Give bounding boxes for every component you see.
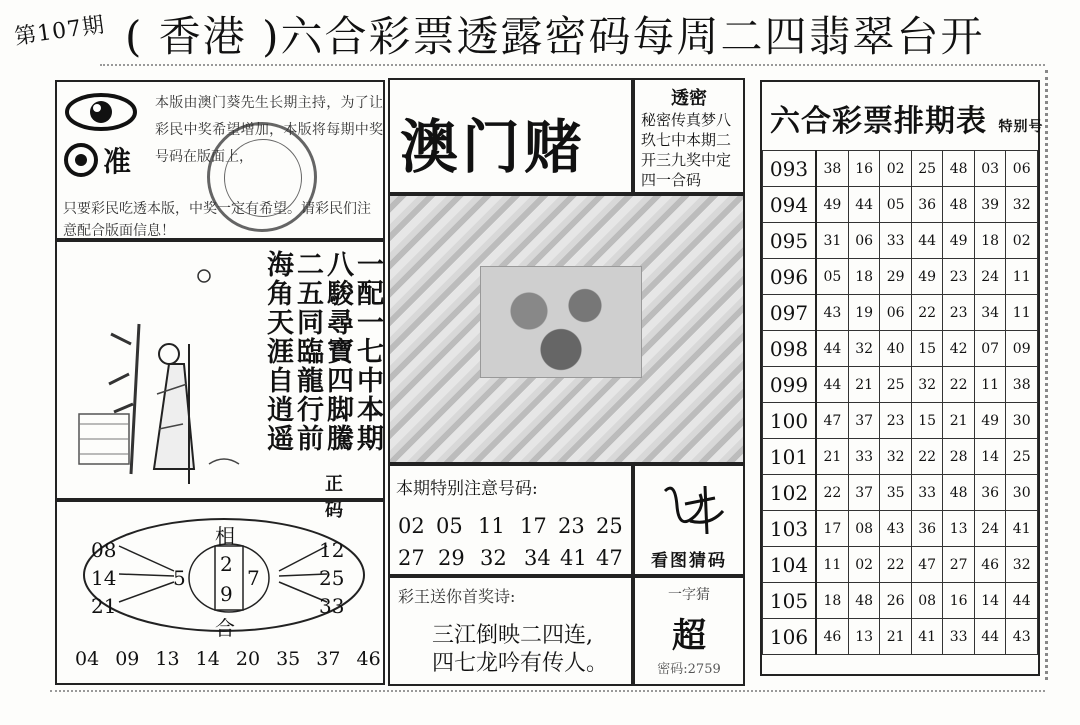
table-row	[763, 403, 1038, 439]
special-number: 17	[520, 514, 547, 538]
brand-name: 澳门赌	[400, 113, 587, 181]
number-cell: 33	[848, 439, 880, 475]
number-cell: 49	[911, 259, 943, 295]
number-cell: 28	[943, 439, 975, 475]
number-cell: 16	[848, 151, 880, 187]
table-row	[763, 547, 1038, 583]
page-title: ( 香港 )六合彩票透露密码每周二四翡翠台开	[125, 12, 985, 61]
number-cell: 22	[911, 295, 943, 331]
number-cell: 26	[880, 583, 912, 619]
number-cell: 48	[943, 475, 975, 511]
picture-guess-panel	[633, 464, 745, 576]
table-subtitle: 特别号	[998, 119, 1044, 135]
special-number: 32	[480, 546, 507, 570]
draw-schedule-panel	[760, 80, 1044, 676]
table-row	[763, 619, 1038, 655]
sage-figure-icon	[69, 254, 249, 494]
number-cell: 48	[848, 583, 880, 619]
number-cell: 41	[1006, 511, 1038, 547]
number-cell: 23	[943, 295, 975, 331]
table-row	[763, 331, 1038, 367]
oval-center-bottom: 9	[220, 582, 233, 606]
number-cell: 35	[880, 475, 912, 511]
number-cell: 29	[880, 259, 912, 295]
number-cell: 44	[848, 187, 880, 223]
riddle-line: 三江倒映二四连,	[432, 623, 593, 648]
number-cell: 05	[880, 187, 912, 223]
number-cell: 09	[1006, 331, 1038, 367]
picture-guess-label: 看图猜码	[651, 551, 727, 571]
riddle-line: 四七龙吟有传人。	[432, 651, 609, 676]
number-cell: 13	[848, 619, 880, 655]
number-cell: 22	[880, 547, 912, 583]
number-cell: 44	[911, 223, 943, 259]
table-row	[763, 583, 1038, 619]
number-cell: 27	[943, 547, 975, 583]
secret-panel	[633, 78, 745, 194]
number-cell: 11	[816, 547, 848, 583]
signature-icon	[655, 476, 730, 541]
number-cell: 40	[880, 331, 912, 367]
riddle-panel	[388, 576, 633, 686]
number-cell: 42	[943, 331, 975, 367]
number-cell: 36	[911, 187, 943, 223]
guess-code: 密码:2759	[657, 662, 721, 677]
special-number: 23	[558, 514, 585, 538]
number-cell: 44	[974, 619, 1006, 655]
number-cell: 11	[1006, 295, 1038, 331]
period-cell: 096	[763, 259, 817, 295]
table-row	[763, 223, 1038, 259]
number-cell: 02	[848, 547, 880, 583]
issue-number: 第107期	[12, 12, 107, 51]
number-cell: 02	[1006, 223, 1038, 259]
number-cell: 32	[911, 367, 943, 403]
portrait-image	[480, 266, 642, 378]
number-cell: 32	[848, 331, 880, 367]
period-cell: 103	[763, 511, 817, 547]
number-cell: 14	[974, 439, 1006, 475]
number-cell: 08	[848, 511, 880, 547]
number-cell: 30	[1006, 475, 1038, 511]
oval-right-num: 33	[319, 594, 345, 618]
number-cell: 25	[911, 151, 943, 187]
table-row	[763, 259, 1038, 295]
number-cell: 11	[974, 367, 1006, 403]
number-cell: 21	[943, 403, 975, 439]
number-cell: 32	[1006, 187, 1038, 223]
table-row	[763, 187, 1038, 223]
table-row	[763, 439, 1038, 475]
target-icon	[63, 142, 99, 178]
period-cell: 099	[763, 367, 817, 403]
oval-left-num: 21	[91, 594, 117, 618]
special-number: 25	[596, 514, 623, 538]
number-cell: 21	[848, 367, 880, 403]
special-number: 05	[436, 514, 463, 538]
number-cell: 37	[848, 475, 880, 511]
number-cell: 46	[816, 619, 848, 655]
collage-image	[388, 194, 745, 464]
number-cell: 36	[911, 511, 943, 547]
number-cell: 49	[816, 187, 848, 223]
special-numbers-title: 本期特别注意号码:	[396, 479, 538, 499]
number-cell: 18	[974, 223, 1006, 259]
table-title	[770, 96, 1043, 140]
number-cell: 31	[816, 223, 848, 259]
number-cell: 43	[816, 295, 848, 331]
number-cell: 48	[943, 151, 975, 187]
number-cell: 22	[816, 475, 848, 511]
number-cell: 18	[848, 259, 880, 295]
period-cell: 093	[763, 151, 817, 187]
period-cell: 102	[763, 475, 817, 511]
number-cell: 43	[1006, 619, 1038, 655]
number-cell: 36	[974, 475, 1006, 511]
special-number: 34	[524, 546, 551, 570]
secret-text: 秘密传真梦八玖七中本期二开三九奖中定四一合码	[641, 111, 732, 189]
special-number: 47	[596, 546, 623, 570]
secret-title: 透密	[671, 88, 707, 109]
regular-code-label: 正 码	[325, 474, 351, 521]
number-cell: 23	[943, 259, 975, 295]
one-word-guess-label: 一字猜	[668, 587, 710, 603]
number-cell: 44	[1006, 583, 1038, 619]
number-cell: 46	[974, 547, 1006, 583]
intro-panel	[55, 80, 385, 240]
period-cell: 097	[763, 295, 817, 331]
number-cell: 38	[816, 151, 848, 187]
table-row	[763, 475, 1038, 511]
number-cell: 33	[943, 619, 975, 655]
number-cell: 18	[816, 583, 848, 619]
number-cell: 23	[880, 403, 912, 439]
number-cell: 06	[880, 295, 912, 331]
bottom-number-row: 04 09 13 14 20 35 37 46	[75, 648, 381, 670]
oval-right-mid: 7	[247, 566, 260, 590]
number-cell: 30	[1006, 403, 1038, 439]
guess-character: 超	[672, 616, 706, 656]
number-cell: 22	[943, 367, 975, 403]
number-cell: 05	[816, 259, 848, 295]
number-cell: 02	[880, 151, 912, 187]
number-cell: 06	[1006, 151, 1038, 187]
number-cell: 15	[911, 331, 943, 367]
table-row	[763, 367, 1038, 403]
number-cell: 41	[911, 619, 943, 655]
number-cell: 16	[943, 583, 975, 619]
riddle-title: 彩王送你首奖诗:	[398, 587, 516, 606]
seal-icon	[207, 122, 317, 232]
number-cell: 21	[880, 619, 912, 655]
brand-panel	[388, 78, 633, 194]
number-cell: 44	[816, 367, 848, 403]
number-cell: 48	[943, 187, 975, 223]
period-cell: 101	[763, 439, 817, 475]
number-cell: 03	[974, 151, 1006, 187]
period-cell: 106	[763, 619, 817, 655]
number-cell: 32	[880, 439, 912, 475]
special-number: 02	[398, 514, 425, 538]
number-cell: 43	[880, 511, 912, 547]
number-cell: 37	[848, 403, 880, 439]
number-cell: 38	[1006, 367, 1038, 403]
period-cell: 094	[763, 187, 817, 223]
number-cell: 49	[943, 223, 975, 259]
special-number: 27	[398, 546, 425, 570]
intro-text-continued: 只要彩民吃透本版，中奖一定有希望。请彩民们注意配合版面信息！	[63, 201, 371, 239]
number-cell: 08	[911, 583, 943, 619]
special-number: 29	[438, 546, 465, 570]
draw-table	[762, 150, 1038, 655]
number-cell: 25	[1006, 439, 1038, 475]
oval-right-num: 25	[319, 566, 345, 590]
table-title-text: 六合彩票排期表	[770, 104, 987, 139]
one-word-guess-panel	[633, 576, 745, 686]
oval-center-top: 2	[220, 552, 233, 576]
oval-left-mid: 5	[173, 566, 186, 590]
table-row	[763, 511, 1038, 547]
number-cell: 17	[816, 511, 848, 547]
number-cell: 32	[1006, 547, 1038, 583]
decorative-border	[1045, 70, 1048, 680]
number-cell: 25	[880, 367, 912, 403]
number-cell: 24	[974, 259, 1006, 295]
number-cell: 13	[943, 511, 975, 547]
table-row	[763, 295, 1038, 331]
eye-icon	[65, 92, 137, 132]
special-numbers-panel	[388, 464, 633, 576]
special-number: 41	[560, 546, 587, 570]
period-cell: 104	[763, 547, 817, 583]
period-cell: 100	[763, 403, 817, 439]
special-number: 11	[478, 514, 505, 538]
number-cell: 39	[974, 187, 1006, 223]
number-cell: 34	[974, 295, 1006, 331]
intro-text: 本版由澳门葵先生长期主持，为了让彩民中奖希望增加，本版将每期中奖号码在版面上，	[155, 95, 383, 165]
oval-bottom-label: 合	[215, 616, 235, 640]
number-cell: 24	[974, 511, 1006, 547]
oval-top-label: 相	[215, 524, 235, 548]
number-cell: 47	[816, 403, 848, 439]
number-cell: 19	[848, 295, 880, 331]
number-cell: 22	[911, 439, 943, 475]
accuracy-label: 准	[103, 145, 132, 178]
poem-text: 一配一七中本期八駿尋寶四脚騰二五同臨龍行前海角天涯自逍遥	[262, 250, 383, 453]
number-cell: 21	[816, 439, 848, 475]
number-cell: 06	[848, 223, 880, 259]
oval-right-num: 12	[319, 538, 345, 562]
number-cell: 07	[974, 331, 1006, 367]
number-cell: 14	[974, 583, 1006, 619]
period-cell: 095	[763, 223, 817, 259]
number-oval-panel	[55, 500, 385, 685]
divider	[100, 64, 1045, 66]
divider-bottom	[50, 690, 1045, 692]
number-cell: 44	[816, 331, 848, 367]
number-cell: 33	[911, 475, 943, 511]
oval-left-num: 14	[91, 566, 117, 590]
period-cell: 105	[763, 583, 817, 619]
table-row	[763, 151, 1038, 187]
poem-panel	[55, 240, 385, 521]
period-cell: 098	[763, 331, 817, 367]
number-cell: 15	[911, 403, 943, 439]
number-cell: 33	[880, 223, 912, 259]
number-cell: 11	[1006, 259, 1038, 295]
number-cell: 49	[974, 403, 1006, 439]
number-cell: 47	[911, 547, 943, 583]
oval-left-num: 08	[91, 538, 117, 562]
